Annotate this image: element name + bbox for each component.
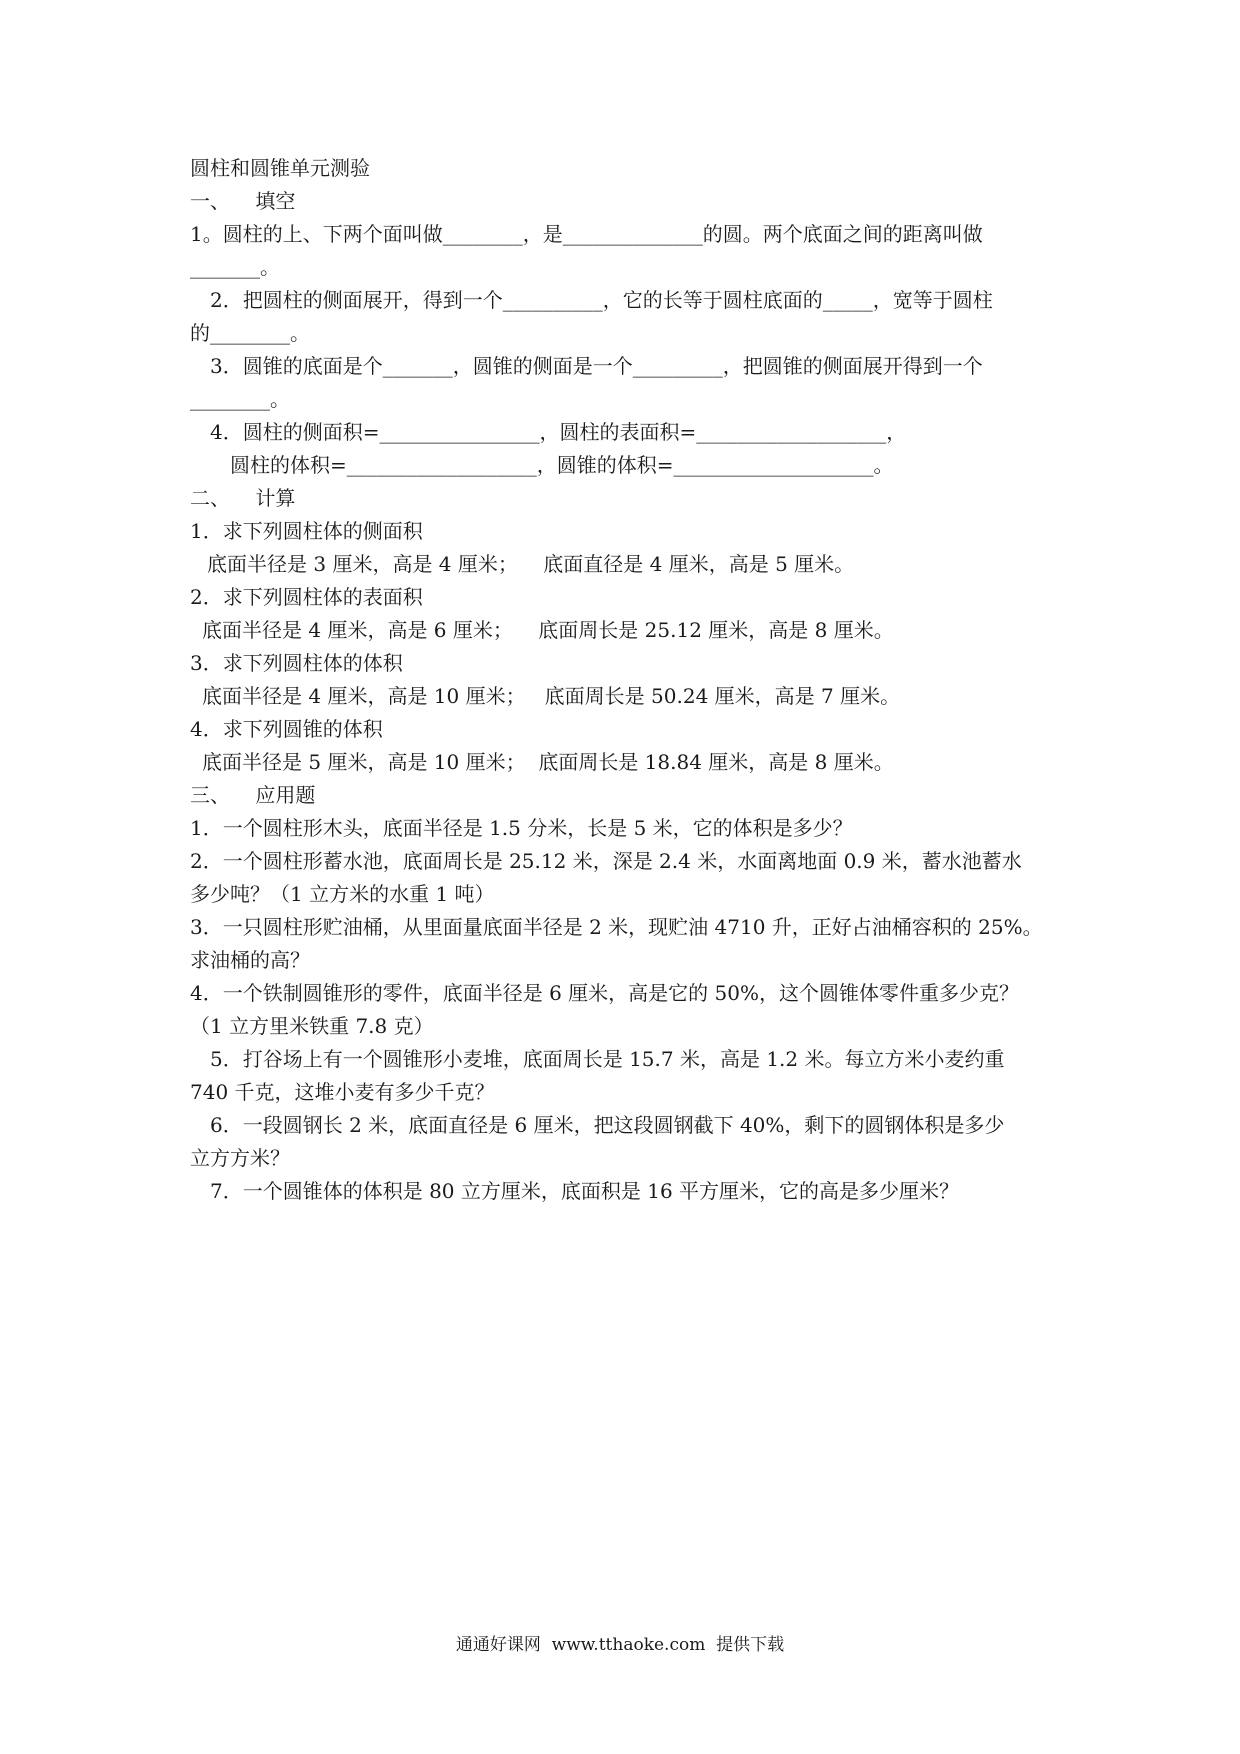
question-line: 3．求下列圆柱体的体积 [190, 651, 403, 675]
question-line: 2．求下列圆柱体的表面积 [190, 585, 423, 609]
question-line: 1。圆柱的上、下两个面叫做________，是______________的圆。两个底面之间的距离叫做 [190, 222, 983, 246]
question-line: 多少吨？（1 立方米的水重 1 吨） [190, 882, 495, 906]
footer-credit: 通通好课网 www.tthaoke.com 提供下载 [455, 1635, 785, 1655]
question-line: 6．一段圆钢长 2 米，底面直径是 6 厘米，把这段圆钢截下 40%，剩下的圆钢体积是多少 [210, 1113, 1005, 1137]
section-heading-calculation: 二、 计算 [190, 486, 296, 510]
question-line: 立方方米？ [190, 1146, 290, 1170]
document-body [190, 152, 1070, 1208]
document-title: 圆柱和圆锥单元测验 [190, 156, 370, 180]
question-line: 求油桶的高？ [190, 948, 310, 972]
question-line: 4．一个铁制圆锥形的零件，底面半径是 6 厘米，高是它的 50%，这个圆锥体零件重多少克？ [190, 981, 1019, 1005]
question-line: 3．圆锥的底面是个_______，圆锥的侧面是一个_________，把圆锥的侧面展开得到一个 [210, 354, 983, 378]
section-heading-fill-in: 一、 填空 [190, 189, 296, 213]
question-line: 4．圆柱的侧面积=________________，圆柱的表面积=___________________， [210, 420, 907, 444]
question-line: 2．把圆柱的侧面展开，得到一个__________，它的长等于圆柱底面的_____，宽等于圆柱 [210, 288, 993, 312]
question-line: 5．打谷场上有一个圆锥形小麦堆，底面周长是 15.7 米，高是 1.2 米。每立方米小麦约重 [210, 1047, 1005, 1071]
question-line: 底面半径是 3 厘米，高是 4 厘米； 底面直径是 4 厘米，高是 5 厘米。 [207, 552, 855, 576]
question-line: 7．一个圆锥体的体积是 80 立方厘米，底面积是 16 平方厘米，它的高是多少厘米？ [210, 1179, 960, 1203]
question-line: 3．一只圆柱形贮油桶，从里面量底面半径是 2 米，现贮油 4710 升，正好占油桶容积的 25%。 [190, 915, 1043, 939]
question-line: 740 千克，这堆小麦有多少千克？ [190, 1080, 495, 1104]
question-line: 的________。 [190, 321, 310, 345]
question-line: ________。 [190, 387, 290, 411]
question-line: （1 立方里米铁重 7.8 克） [190, 1014, 434, 1038]
question-line: 底面半径是 4 厘米，高是 6 厘米； 底面周长是 25.12 厘米，高是 8 厘米。 [202, 618, 894, 642]
question-line: 底面半径是 5 厘米，高是 10 厘米； 底面周长是 18.84 厘米，高是 8 厘米。 [202, 750, 894, 774]
question-line: 4．求下列圆锥的体积 [190, 717, 383, 741]
question-line: 1．求下列圆柱体的侧面积 [190, 519, 423, 543]
question-line: _______。 [190, 255, 280, 279]
section-heading-word-problems: 三、 应用题 [190, 783, 316, 807]
question-line: 底面半径是 4 厘米，高是 10 厘米； 底面周长是 50.24 厘米，高是 7 厘米。 [202, 684, 901, 708]
question-line: 1．一个圆柱形木头，底面半径是 1.5 分米，长是 5 米，它的体积是多少？ [190, 816, 853, 840]
question-line: 2．一个圆柱形蓄水池，底面周长是 25.12 米，深是 2.4 米，水面离地面 0.9 米，蓄水池蓄水 [190, 849, 1022, 873]
question-line: 圆柱的体积=___________________，圆锥的体积=____________________。 [230, 453, 894, 477]
